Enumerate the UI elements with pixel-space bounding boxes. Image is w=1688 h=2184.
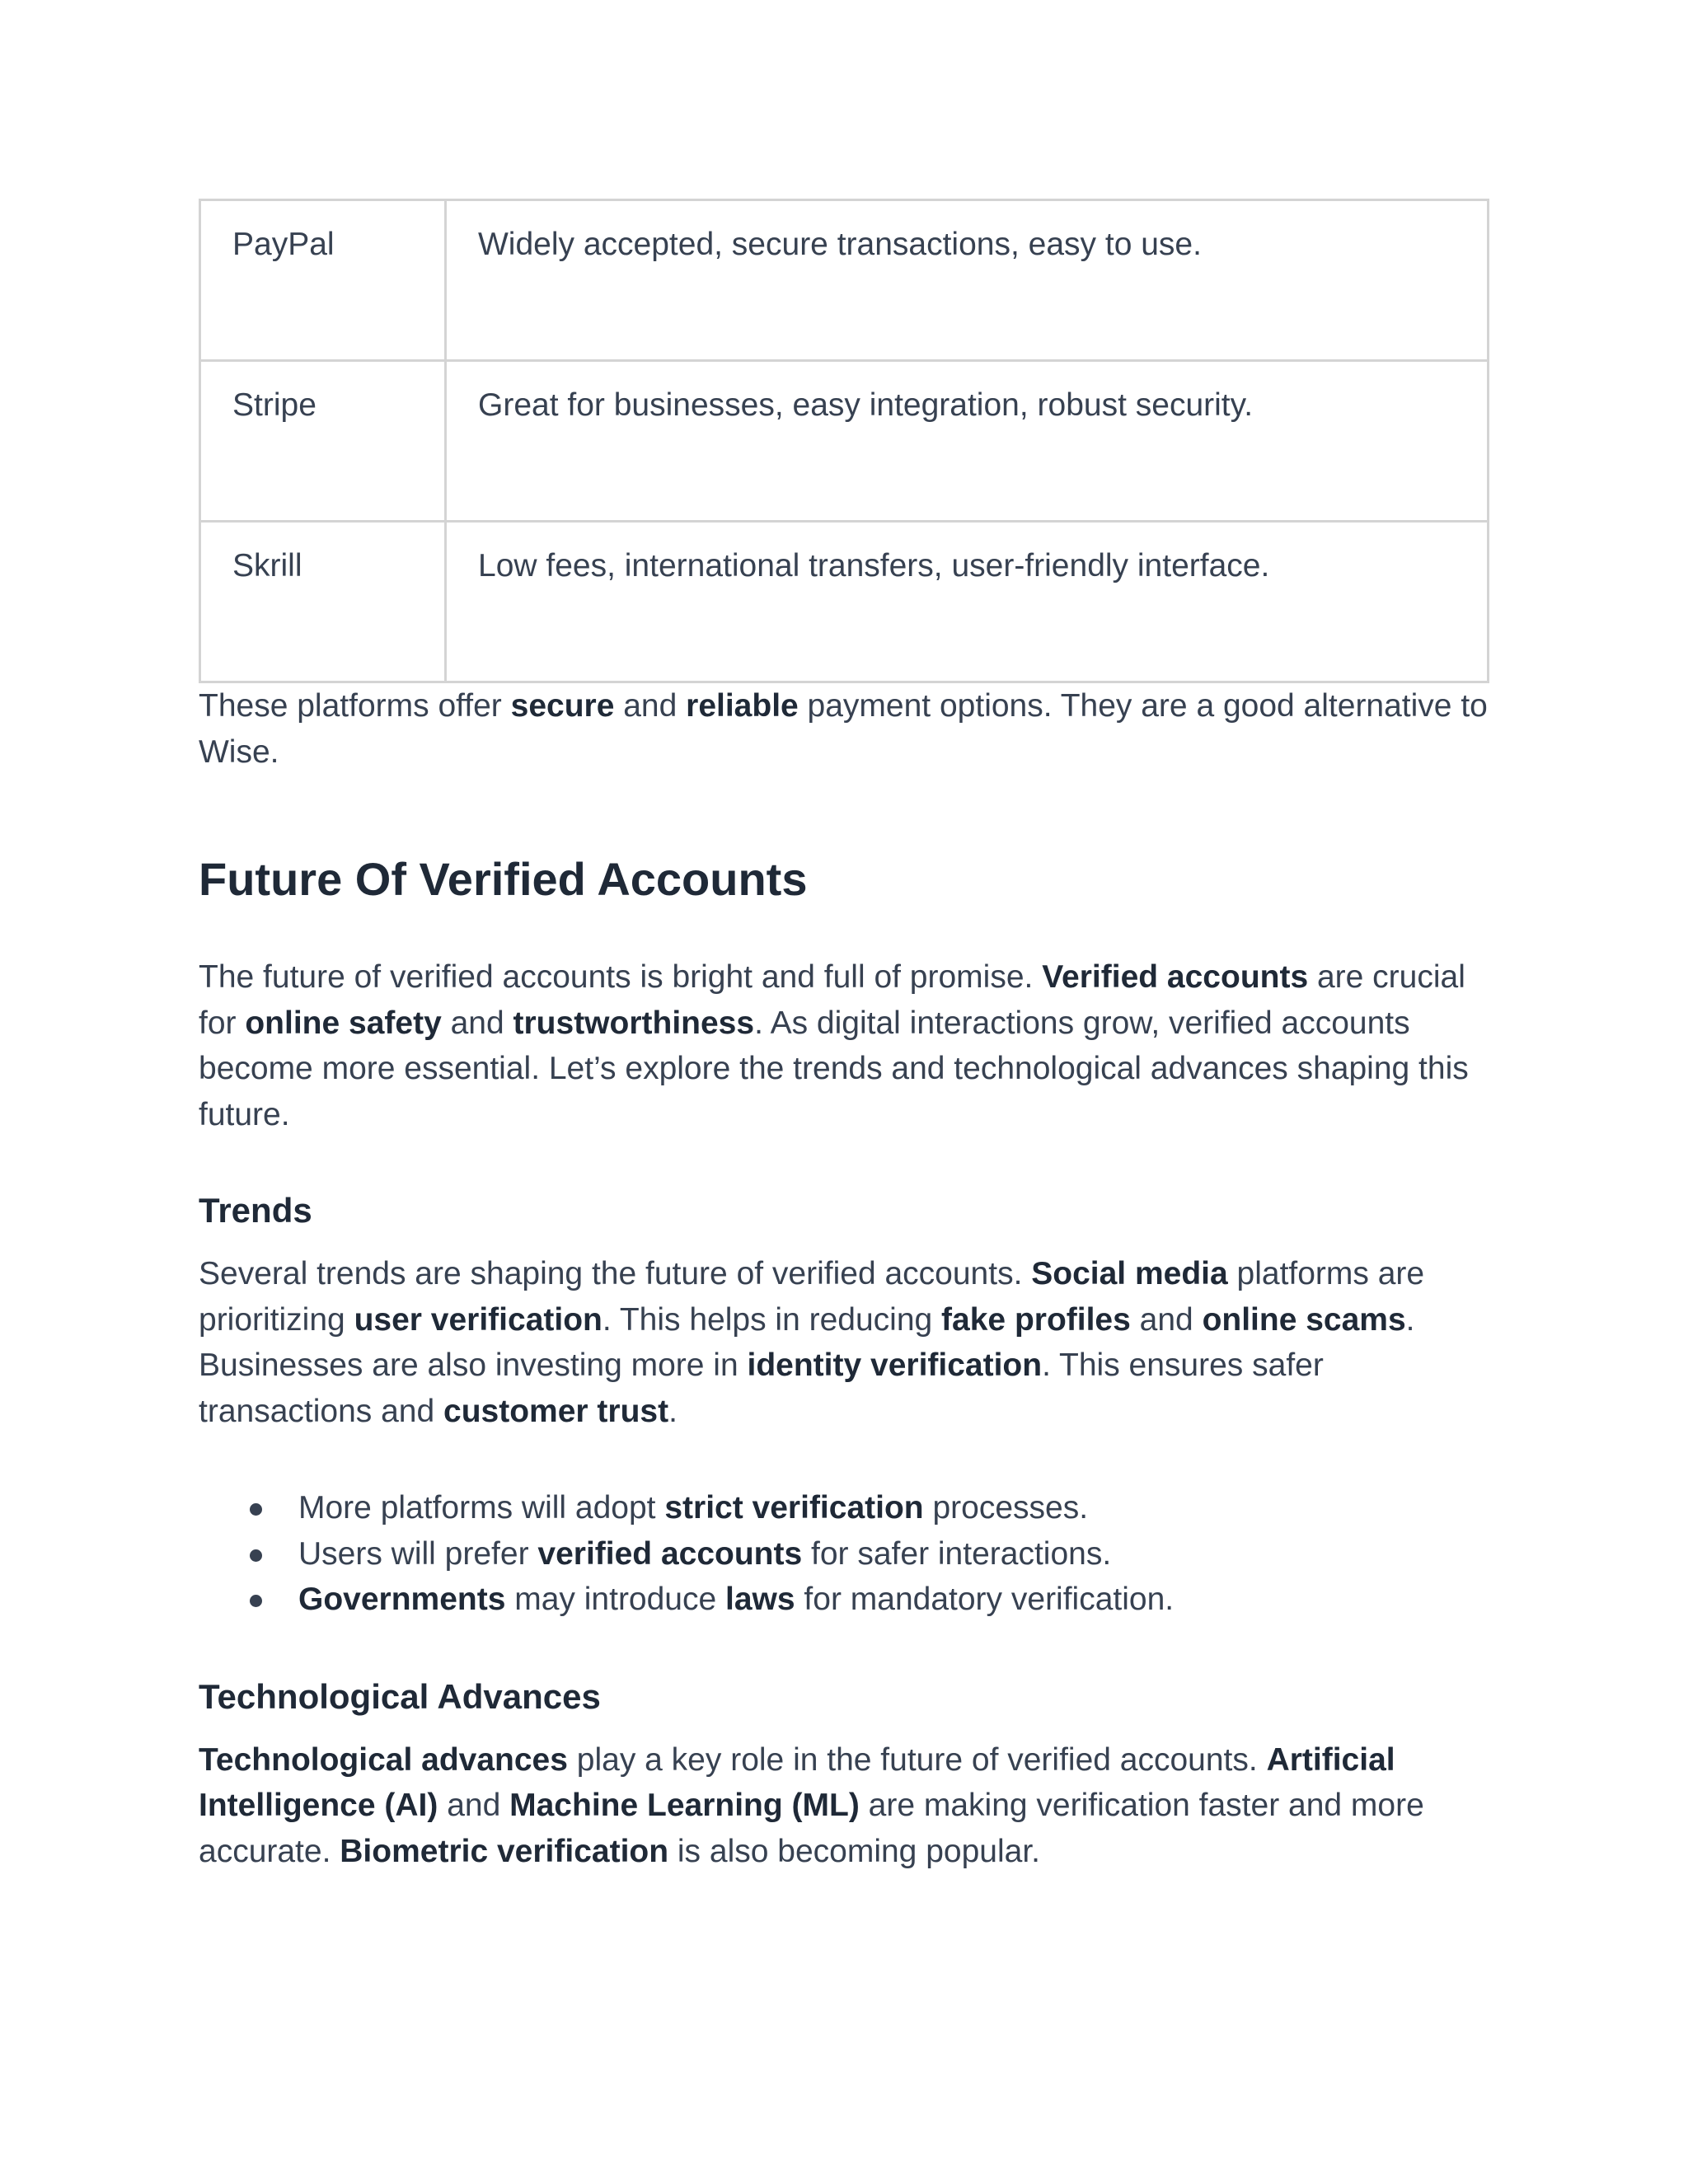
- document-page: [199, 199, 1489, 1874]
- section-heading: Future Of Verified Accounts: [199, 853, 808, 905]
- list-item: More platforms will adopt strict verification processes.: [199, 1485, 1489, 1531]
- platform-name-cell: PayPal: [200, 200, 446, 361]
- bullet-dot-icon: [250, 1503, 262, 1516]
- bullet-dot-icon: [250, 1595, 262, 1607]
- payment-platforms-table: [199, 199, 1489, 683]
- tech-heading: Technological Advances: [199, 1676, 601, 1716]
- list-item: Users will prefer verified accounts for safer interactions.: [199, 1531, 1489, 1577]
- table-row: [200, 361, 1489, 522]
- list-item: Governments may introduce laws for mandatory verification.: [199, 1577, 1489, 1623]
- platform-description-cell: Great for businesses, easy integration, robust security.: [446, 361, 1489, 522]
- tech-paragraph: Technological advances play a key role in the future of verified accounts. Artificial Intelligence (AI) and Machine Learning (ML) are making verification faster and more accurate. Biometric verification is also becoming popular.: [199, 1741, 1424, 1869]
- platform-name-cell: Stripe: [200, 361, 446, 522]
- bullet-dot-icon: [250, 1549, 262, 1562]
- platform-name-cell: Skrill: [200, 522, 446, 682]
- platform-description-cell: Widely accepted, secure transactions, easy to use.: [446, 200, 1489, 361]
- trends-heading: Trends: [199, 1191, 312, 1230]
- future-intro-paragraph: The future of verified accounts is bright and full of promise. Verified accounts are crucial for online safety and trustworthiness. As digital interactions grow, verified accounts become more essential. Let’s explore the trends and technological advances shaping this future.: [199, 959, 1469, 1132]
- trends-paragraph: Several trends are shaping the future of verified accounts. Social media platforms are prioritizing user verification. This helps in reducing fake profiles and online scams. Businesses are also investing more in identity verification. This ensures safer transactions and customer trust.: [199, 1256, 1425, 1429]
- table-row: [200, 200, 1489, 361]
- platform-description-cell: Low fees, international transfers, user-friendly interface.: [446, 522, 1489, 682]
- trends-bullet-list: [199, 1485, 1489, 1623]
- table-summary-paragraph: These platforms offer secure and reliable payment options. They are a good alternative to Wise.: [199, 688, 1488, 770]
- table-row: [200, 522, 1489, 682]
